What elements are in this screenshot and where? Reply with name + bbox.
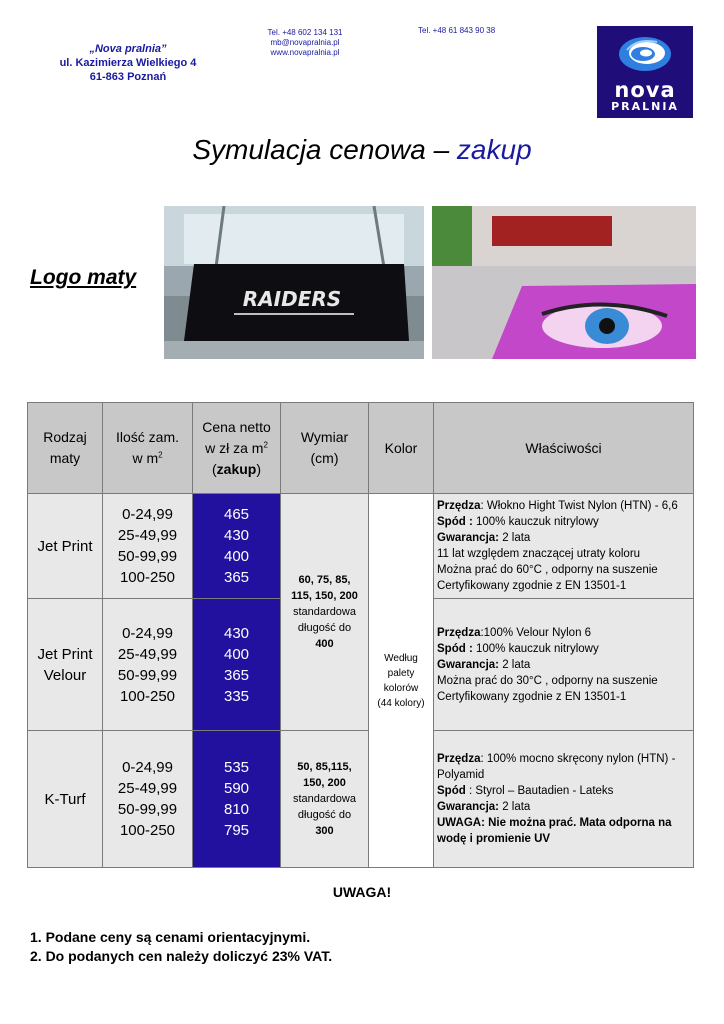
mat-print-text: RAIDERS bbox=[242, 287, 342, 311]
mat-type-cell: Jet Print bbox=[28, 494, 103, 599]
quantity-cell: 0-24,99 25-49,99 50-99,99 100-250 bbox=[103, 599, 193, 731]
dimension-cell: 50, 85,115, 150, 200 standardowa długość do 300 bbox=[281, 731, 369, 868]
photo-eye-mat-lobby bbox=[432, 206, 696, 359]
note-2: 2. Do podanych cen należy doliczyć 23% VAT. bbox=[30, 948, 333, 964]
header-price: Cena netto w zł za $m^2$ (zakup) bbox=[193, 403, 281, 494]
section-heading: Logo maty bbox=[30, 266, 137, 289]
header-properties: Właściwości bbox=[434, 403, 694, 494]
quantity-cell: 0-24,99 25-49,99 50-99,99 100-250 bbox=[103, 731, 193, 868]
color-cell: Według palety kolorów (44 kolory) bbox=[369, 494, 434, 868]
table-row bbox=[28, 494, 694, 599]
company-name: „Nova pralnia” bbox=[89, 43, 167, 55]
header-color: Kolor bbox=[369, 403, 434, 494]
header-dimension: Wymiar (cm) bbox=[281, 403, 369, 494]
header-type: Rodzaj maty bbox=[28, 403, 103, 494]
phone-primary: Tel. +48 602 134 131 bbox=[267, 28, 343, 37]
contact-block bbox=[240, 28, 370, 58]
nova-pralnia-logo bbox=[597, 26, 693, 118]
company-city: 61-863 Poznań bbox=[89, 71, 167, 83]
header-quantity: Ilość zam. w $m^2$ bbox=[103, 403, 193, 494]
price-cell: 465 430 400 365 bbox=[193, 494, 281, 599]
company-street: ul. Kazimierza Wielkiego 4 bbox=[59, 57, 197, 69]
warning-heading: UWAGA! bbox=[332, 884, 392, 900]
mat-type-cell: K-Turf bbox=[28, 731, 103, 868]
page-title-accent: zakup bbox=[456, 134, 532, 165]
logo-text-pralnia: PRALNIA bbox=[611, 100, 679, 113]
quantity-cell: 0-24,99 25-49,99 50-99,99 100-250 bbox=[103, 494, 193, 599]
properties-cell: Przędza:100% Velour Nylon 6 Spód : 100% kauczuk nitrylowy Gwarancja: 2 lata Można prać do 30°C , odporny na suszenie Certyfikowany zgodnie z EN 13501-1 bbox=[434, 599, 694, 731]
footer-notes bbox=[30, 928, 332, 966]
price-cell: 430 400 365 335 bbox=[193, 599, 281, 731]
note-1: 1. Podane ceny są cenami orientacyjnymi. bbox=[30, 929, 311, 945]
company-address bbox=[28, 42, 228, 84]
website-link[interactable]: www.novapralnia.pl bbox=[270, 48, 340, 57]
page-title bbox=[0, 134, 724, 166]
properties-cell: Przędza: 100% mocno skręcony nylon (HTN) - Polyamid Spód : Styrol – Bautadien - Lateks Gwarancja: 2 lata UWAGA: Nie można prać. Mata odporna na wodę i promienie UV bbox=[434, 731, 694, 868]
email-link[interactable]: mb@novapralnia.pl bbox=[270, 38, 340, 47]
photo-logo-mat-entrance bbox=[164, 206, 424, 359]
page-title-main: Symulacja cenowa – bbox=[192, 134, 457, 165]
table-header-row bbox=[28, 403, 694, 494]
table-row bbox=[28, 731, 694, 868]
price-table bbox=[27, 402, 694, 868]
logo-text-nova: nova bbox=[614, 78, 676, 102]
dimension-cell: 60, 75, 85, 115, 150, 200 standardowa długość do 400 bbox=[281, 494, 369, 731]
phone-secondary: Tel. +48 61 843 90 38 bbox=[418, 26, 496, 35]
price-cell: 535 590 810 795 bbox=[193, 731, 281, 868]
mat-type-cell: Jet Print Velour bbox=[28, 599, 103, 731]
properties-cell: Przędza: Włokno Hight Twist Nylon (HTN) - 6,6 Spód : 100% kauczuk nitrylowy Gwarancja: 2 lata 11 lat względem znaczącej utraty koloru Można prać do 60°C , odporny na suszenie Certyfikowany zgodnie z EN 13501-1 bbox=[434, 494, 694, 599]
